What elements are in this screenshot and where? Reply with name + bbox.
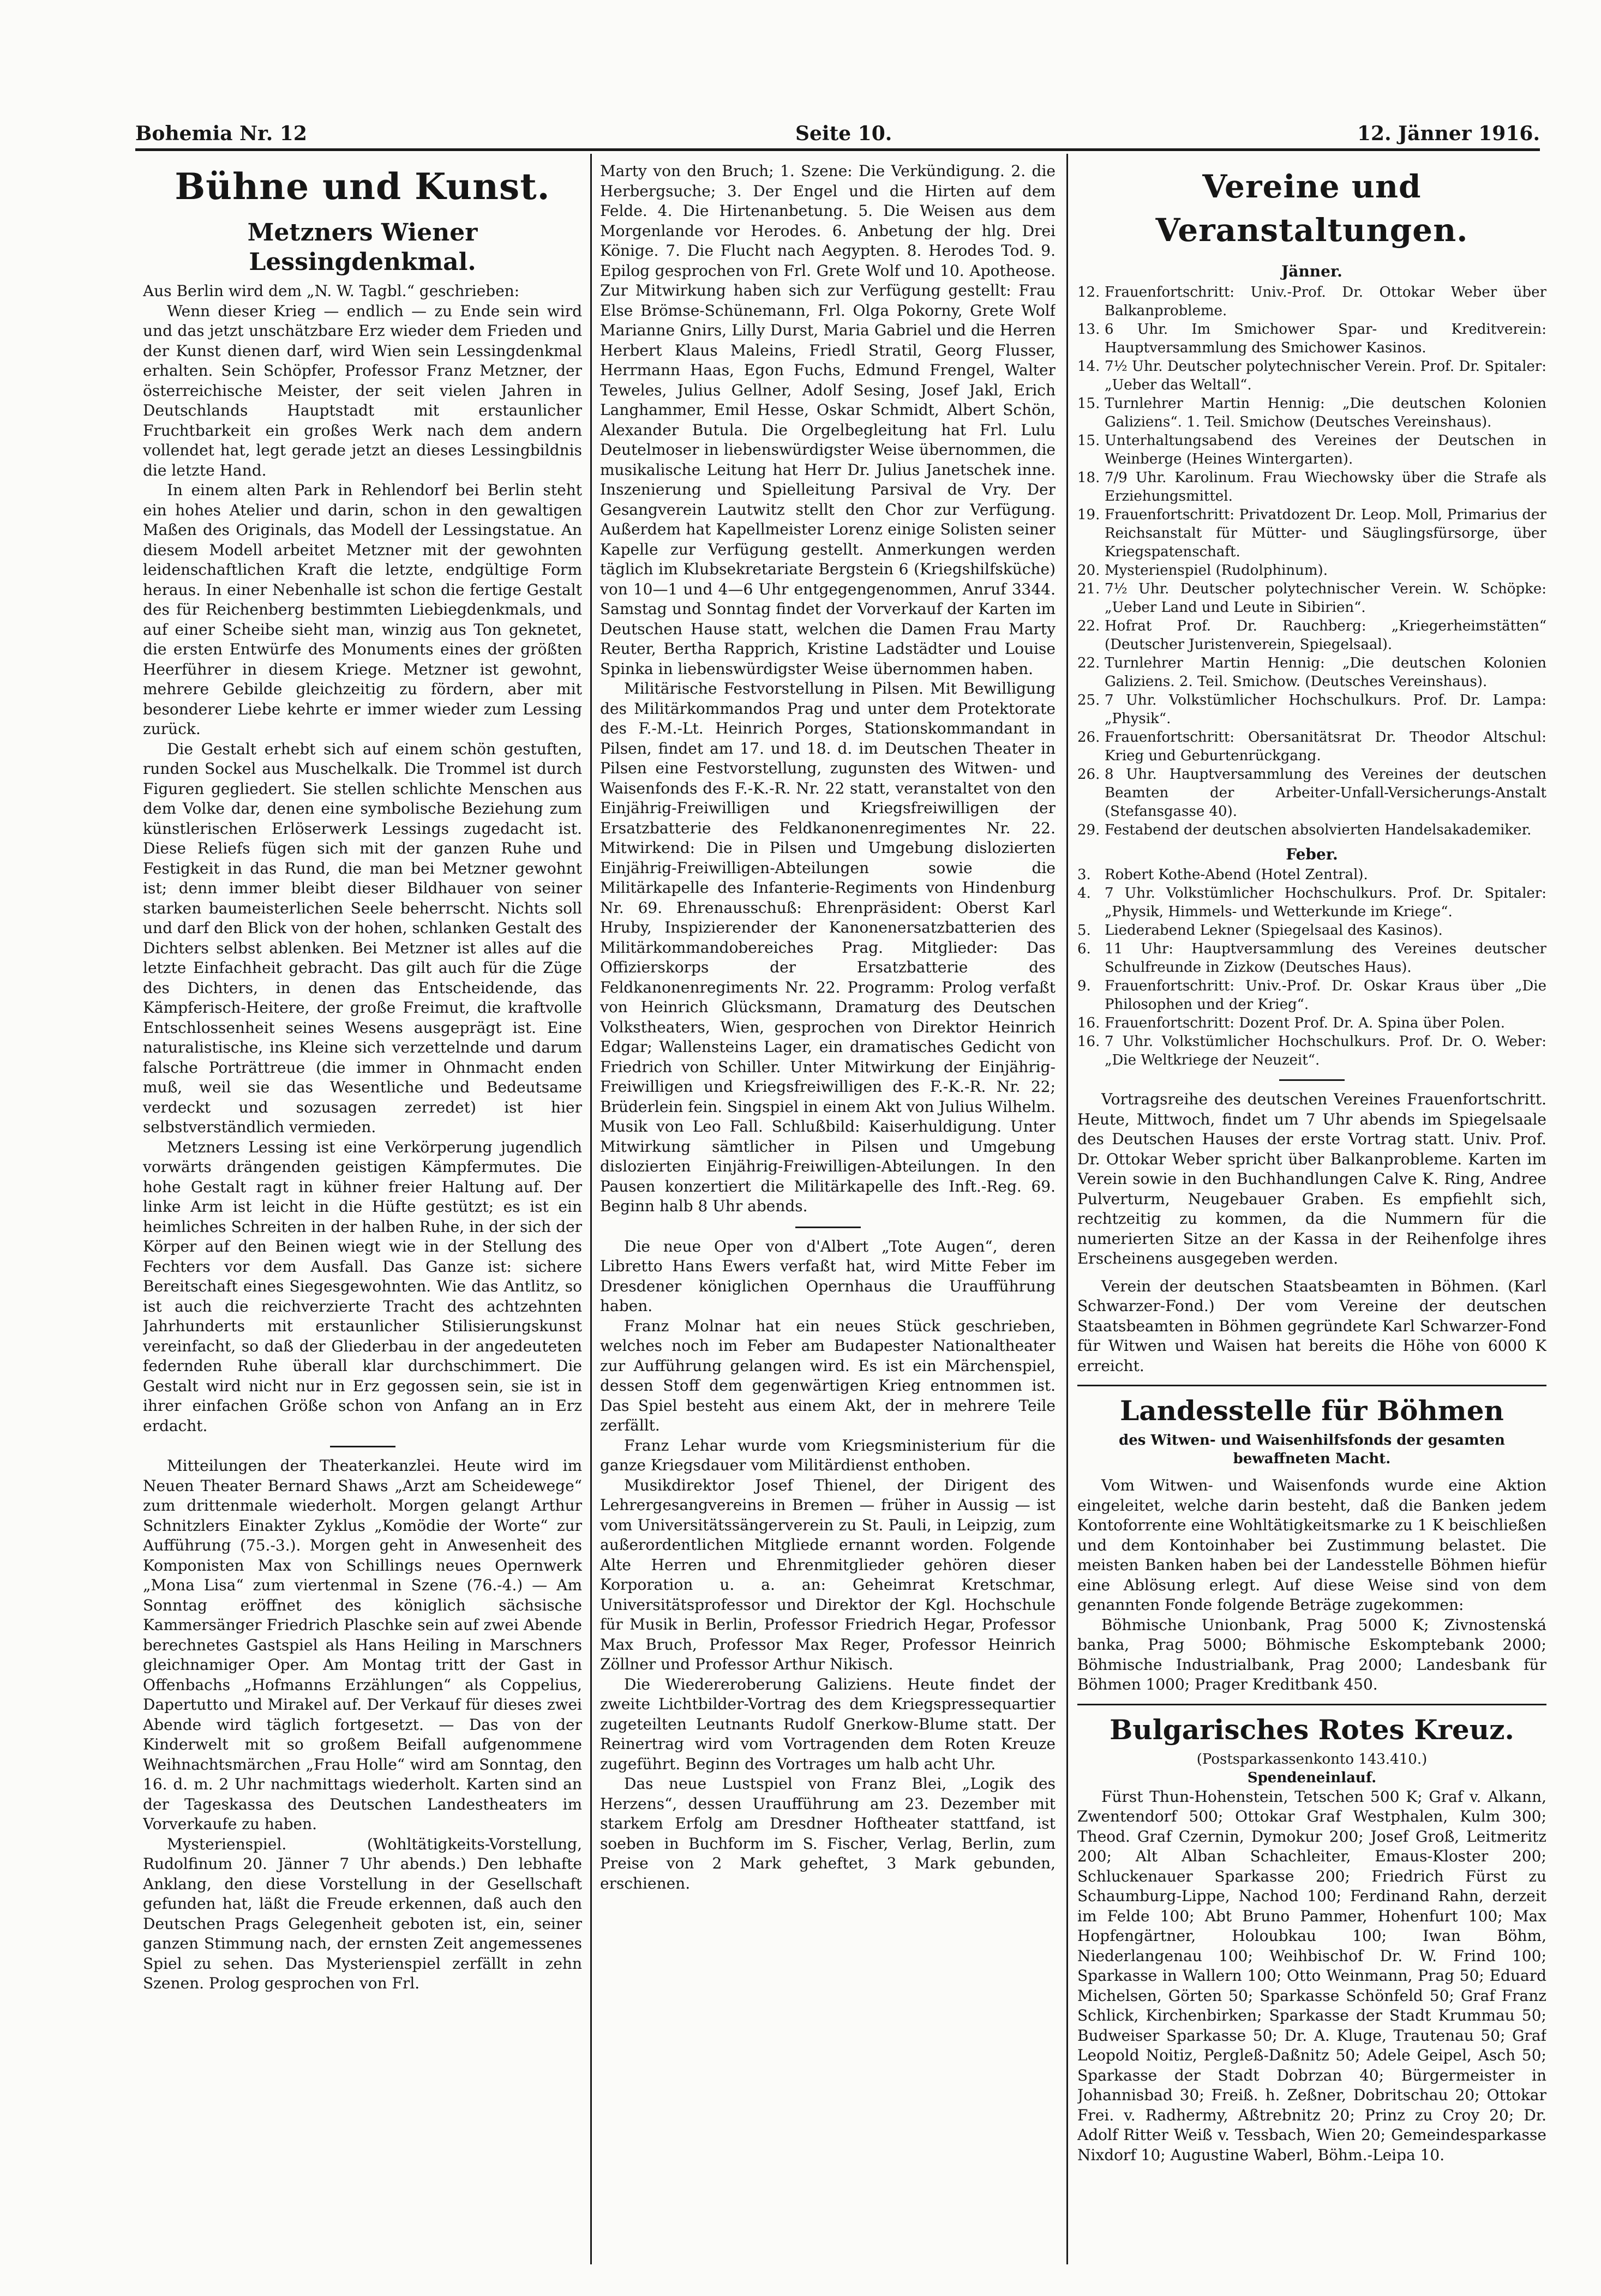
article-paragraph-frauenfortschritt: Vortragsreihe des deutschen Vereines Frauenfortschritt. Heute, Mittwoch, findet um 7 Uhr abends im Spiegelsaale des Deutschen Hauses der erste Vortrag statt. Univ. Prof. Dr. Ottokar Weber spricht über Balkanprobleme. Karten im Verein sowie in den Buchhandlungen Calve K. Ring, Andree Pulverturm, Neugebauer Graben. Es empfiehlt sich, rechtzeitig zu kommen, da die Nummern für die numerierten Sitze an der Kassa in der Reihenfolge ihres Erscheinens ausgegeben werden. bbox=[1077, 1090, 1546, 1267]
page-header bbox=[135, 115, 1540, 147]
section-separator bbox=[1279, 1079, 1345, 1081]
event-text: Frauenfortschritt: Univ.-Prof. Dr. Ottokar Weber über Balkanprobleme. bbox=[1105, 284, 1546, 319]
section-subtitle-spendeneinlauf: Spendeneinlauf. bbox=[1247, 1769, 1377, 1786]
header-page-number: Seite 10. bbox=[795, 122, 892, 145]
events-list-jaenner bbox=[1077, 283, 1546, 839]
event-text: 6 Uhr. Im Smichower Spar- und Kreditverein: Hauptversammlung des Smichower Kasinos. bbox=[1105, 321, 1546, 356]
event-item bbox=[1077, 394, 1546, 431]
event-date: 26. bbox=[1077, 729, 1100, 746]
event-item bbox=[1077, 580, 1546, 617]
month-label-jaenner: Jänner. bbox=[1281, 262, 1342, 280]
event-item bbox=[1077, 865, 1546, 884]
event-date: 14. bbox=[1077, 358, 1100, 375]
events-list-feber bbox=[1077, 865, 1546, 1069]
article-paragraph-molnar: Franz Molnar hat ein neues Stück geschrieben, welches noch im Feber am Budapester Nationaltheater zur Aufführung gelangen wird. Es ist ein Märchenspiel, dessen Stoff dem gegenwärtigen Krieg entnommen ist. Das Spiel besteht aus einem Akt, der in mehrere Teile zerfällt. bbox=[600, 1317, 1056, 1434]
event-text: 7 Uhr. Volkstümlicher Hochschulkurs. Prof. Dr. Lampa: „Physik“. bbox=[1105, 692, 1546, 727]
article-paragraph-blei: Das neue Lustspiel von Franz Blei, „Logik des Herzens“, dessen Uraufführung am 23. Dezember mit starkem Erfolg am Dresdner Hoftheater stattfand, ist soeben in Buchform im S. Fischer, Verlag, Berlin, zum Preise von 2 Mark geheftet, 3 Mark gebunden, erschienen. bbox=[600, 1775, 1056, 1892]
column-3 bbox=[1077, 161, 1546, 2263]
event-item bbox=[1077, 1014, 1546, 1032]
event-date: 12. bbox=[1077, 284, 1100, 300]
event-item bbox=[1077, 940, 1546, 977]
column-divider-1 bbox=[590, 154, 592, 2264]
event-text: Turnlehrer Martin Hennig: „Die deutschen Kolonien Galiziens. 2. Teil. Smichow. (Deutsches Vereinshaus). bbox=[1105, 654, 1546, 690]
section-title-buehne-und-kunst: Bühne und Kunst. bbox=[175, 165, 550, 208]
event-item bbox=[1077, 468, 1546, 506]
section-title-vereine: Vereine und Veranstaltungen. bbox=[1155, 168, 1468, 249]
article-paragraph-spenden: Fürst Thun-Hohenstein, Tetschen 500 K; Graf v. Alkann, Zwentendorf 500; Ottokar Graf Westphalen, Kulm 300; Theod. Graf Czernin, Dymokur 200; Josef Groß, Leitmeritz 200; Alt Alban Schachleiter, Emaus-Kloster 200; Schluckenauer Sparkasse 200; Friedrich Fürst zu Schaumburg-Lippe, Nachod 100; Ferdinand Rahn, derzeit im Felde 100; Abt Bruno Pammer, Hohenfurt 100; Max Hopfengärtner, Holoubkau 100; Iwan Böhm, Niederlangenau 100; Weihbischof Dr. W. Frind 100; Sparkasse in Wallern 100; Otto Weinmann, Prag 50; Eduard Michelsen, Görten 50; Sparkasse Schönfeld 50; Graf Franz Schlick, Kirchenbirken; Sparkasse der Stadt Krummau 50; Budweiser Sparkasse 50; Dr. A. Kluge, Trautenau 50; Graf Leopold Noitiz, Pergleß-Daßnitz 50; Adele Geipel, Asch 50; Sparkasse der Stadt Dobrzan 40; Bürgermeister in Johannisbad 30; Freiß. h. Zeßner, Dobritschau 20; Ottokar Frei. v. Radhermy, Aßtrebnitz 20; Prinz zu Croy 20; Dr. Adolf Ritter Weiß v. Tessbach, Wien 20; Gemeindesparkasse Nixdorf 10; Augustine Waberl, Böhm.-Leipa 10. bbox=[1077, 1787, 1546, 2164]
section-separator bbox=[1077, 1704, 1546, 1705]
article-paragraph-landesstelle: Vom Witwen- und Waisenfonds wurde eine Aktion eingeleitet, welche darin besteht, daß die Banken jedem Kontoforrente eine Wohltätigkeitsmarke zu 1 K beischließen und dem Kontoinhaber bei Zustimmung belastet. Die meisten Banken haben bei der Landesstelle Böhmen hiefür eine Ablösung erlegt. Auf diese Weise sind von dem genannten Fonde folgende Beträge zugekommen: bbox=[1077, 1476, 1546, 1614]
article-paragraph: Wenn dieser Krieg — endlich — zu Ende sein wird und das jetzt unschätzbare Erz wieder dem Frieden und der Kunst dienen darf, wird Wien sein Lessingdenkmal erhalten. Sein Schöpfer, Professor Franz Metzner, der österreichische Meister, der seit vielen Jahren in Deutschlands Hauptstadt mit erstaunlicher Fruchtbarkeit ein großes Werk nach dem andern vollendet hat, legt gerade jetzt an dieses Lessingbildnis die letzte Hand. bbox=[143, 302, 582, 479]
event-date: 15. bbox=[1077, 432, 1100, 449]
section-title-bulgarisches-rotes-kreuz: Bulgarisches Rotes Kreuz. bbox=[1110, 1713, 1514, 1746]
month-label-feber: Feber. bbox=[1286, 845, 1338, 863]
event-text: Festabend der deutschen absolvierten Handelsakademiker. bbox=[1105, 821, 1532, 838]
event-date: 16. bbox=[1077, 1033, 1100, 1050]
event-date: 5. bbox=[1077, 922, 1091, 939]
article-paragraph-mysterienspiel: Mysterienspiel. (Wohltätigkeits-Vorstellung, Rudolfinum 20. Jänner 7 Uhr abends.) Den lebhafte Anklang, den diese Vorstellung in der Gesellschaft gefunden hat, läßt die Freude erkennen, daß auch den Deutschen Prags Gelegenheit geboten ist, ein, seiner ganzen Stimmung nach, der ernsten Zeit angemessenes Spiel zu sehen. Das Mysterienspiel zerfällt in zehn Szenen. Prolog gesprochen von Frl. bbox=[143, 1835, 582, 1992]
article-paragraph-tote-augen: Die neue Oper von d'Albert „Tote Augen“, deren Libretto Hans Ewers verfaßt hat, wird Mitte Feber im Dresdener königlichen Opernhaus die Uraufführung haben. bbox=[600, 1237, 1056, 1315]
event-item bbox=[1077, 431, 1546, 468]
article-paragraph-mysterienspiel-cont: Marty von den Bruch; 1. Szene: Die Verkündigung. 2. die Herbergsuche; 3. Der Engel und die Hirten auf dem Felde. 4. Die Hirtenanbetung. 5. Die Weisen aus dem Morgenlande vor Herodes. 6. Anbetung der hlg. Drei Könige. 7. Die Flucht nach Aegypten. 8. Herodes Tod. 9. Epilog gesprochen von Frl. Grete Wolf und 10. Apotheose. Zur Mitwirkung haben sich zur Verfügung gestellt: Frau Else Brömse-Schünemann, Frl. Olga Pokorny, Grete Wolf Marianne Gnirs, Lilly Durst, Maria Gabriel und die Herren Herbert Klaus Maleins, Friedl Stratil, Georg Flusser, Herrmann Haas, Egon Fuchs, Edmund Frengel, Walter Teweles, Julius Gellner, Adolf Sesing, Josef Jakl, Erich Langhammer, Emil Hesse, Oskar Schmidt, Albert Schön, Alexander Butula. Die Orgelbegleitung hat Frl. Lulu Deutelmoser in liebenswürdigster Weise übernommen, die musikalische Leitung hat Herr Dr. Julius Janetschek inne. Inszenierung und Spielleitung Parsival de Vry. Der Gesangverein Lautwitz stellt den Chor zur Verfügung. Außerdem hat Kapellmeister Lorenz einige Solisten seiner Kapelle zur Verfügung gestellt. Anmerkungen werden täglich im Klubsekretariate Bergstein 6 (Kriegshilfsküche) von 10—1 und 4—6 Uhr entgegengenommen, Anruf 3344. Samstag und Sonntag findet der Vorverkauf der Karten im Deutschen Hause statt, welchen die Damen Frau Marty Reuter, Bertha Rapprich, Kristine Ladstädter und Louise Spinka in liebenswürdigster Weise übernommen haben. bbox=[600, 162, 1056, 678]
article-paragraph: In einem alten Park in Rehlendorf bei Berlin steht ein hohes Atelier und darin, schon in den gewaltigen Maßen des Originals, das Modell der Lessingstatue. An diesem Modell arbeitet Metzner mit der gewohnten leidenschaftlichen Kraft die letzte, endgültige Form heraus. In einer Nebenhalle ist schon die fertige Gestalt des für Reichenberg bestimmten Liebiegdenkmals, und auf einer Scheibe sieht man, winzig aus Ton geknetet, die ersten Entwürfe des Monuments eines der größten Heerführer in diesem Kriege. Metzner ist gewohnt, mehrere Gebilde gleichzeitig zu fördern, aber mit besonderer Liebe kehrte er immer wieder zum Lessing zurück. bbox=[143, 481, 582, 738]
event-text: Unterhaltungsabend des Vereines der Deutschen in Weinberge (Heines Wintergarten). bbox=[1105, 432, 1546, 467]
event-date: 21. bbox=[1077, 580, 1100, 597]
event-text: Mysterienspiel (Rudolphinum). bbox=[1105, 562, 1328, 579]
event-item bbox=[1077, 765, 1546, 821]
event-text: Turnlehrer Martin Hennig: „Die deutschen Kolonien Galiziens“. 1. Teil. Smichow (Deutsches Vereinshaus). bbox=[1105, 395, 1546, 430]
event-date: 13. bbox=[1077, 321, 1100, 338]
event-item bbox=[1077, 691, 1546, 728]
section-separator bbox=[795, 1227, 861, 1228]
column-divider-2 bbox=[1066, 154, 1068, 2264]
article-paragraph-staatsbeamte: Verein der deutschen Staatsbeamten in Böhmen. (Karl Schwarzer-Fond.) Der vom Vereine der deutschen Staatsbeamten in Böhmen gegründete Karl Schwarzer-Fond für Witwen und Waisen hat bereits die Höhe von 6000 K erreicht. bbox=[1077, 1277, 1546, 1375]
header-rule bbox=[135, 148, 1540, 151]
header-newspaper-issue: Bohemia Nr. 12 bbox=[135, 122, 307, 145]
section-separator bbox=[330, 1446, 395, 1447]
event-date: 18. bbox=[1077, 469, 1100, 486]
event-item bbox=[1077, 821, 1546, 839]
event-item bbox=[1077, 320, 1546, 357]
event-date: 22. bbox=[1077, 654, 1100, 671]
event-item bbox=[1077, 654, 1546, 691]
article-paragraph-thienel: Musikdirektor Josef Thienel, der Dirigent des Lehrergesangvereins in Bremen — früher in Aussig — ist vom Universitätssängerverein zu St. Pauli, in Leipzig, zum außerordentlichen Mitgliede ernannt worden. Folgende Alte Herren und Ehrenmitglieder gehören dieser Korporation u. a. an: Geheimrat Kretschmar, Universitätsprofessor und Direktor der Kgl. Hochschule für Musik in Berlin, Professor Friedrich Hegar, Professor Max Bruch, Professor Max Reger, Professor Heinrich Zöllner und Professor Arthur Nikisch. bbox=[600, 1476, 1056, 1673]
column-2 bbox=[600, 161, 1056, 2263]
event-date: 22. bbox=[1077, 617, 1100, 634]
event-date: 19. bbox=[1077, 506, 1100, 523]
article-paragraph: Aus Berlin wird dem „N. W. Tagbl.“ geschrieben: bbox=[143, 282, 520, 300]
event-text: Frauenfortschritt: Obersanitätsrat Dr. Theodor Altschul: Krieg und Geburtenrückgang. bbox=[1105, 729, 1546, 764]
article-paragraph-banken: Böhmische Unionbank, Prag 5000 K; Zivnostenská banka, Prag 5000; Böhmische Eskomptebank 2000; Böhmische Industrialbank, Prag 2000; Landesbank für Böhmen 1000; Prager Kreditbank 450. bbox=[1077, 1615, 1546, 1693]
article-paragraph-lehar: Franz Lehar wurde vom Kriegsministerium für die ganze Kriegsdauer vom Militärdienst enthoben. bbox=[600, 1436, 1056, 1474]
event-text: Liederabend Lekner (Spiegelsaal des Kasinos). bbox=[1105, 922, 1443, 939]
event-date: 20. bbox=[1077, 562, 1100, 579]
section-subtitle-postsparkasse: (Postsparkassenkonto 143.410.) bbox=[1196, 1751, 1428, 1768]
event-item bbox=[1077, 357, 1546, 394]
event-item bbox=[1077, 921, 1546, 940]
event-text: 7½ Uhr. Deutscher polytechnischer Verein. W. Schöpke: „Ueber Land und Leute in Sibirien“. bbox=[1105, 580, 1546, 616]
header-date: 12. Jänner 1916. bbox=[1357, 122, 1540, 145]
article-title-lessingdenkmal: Metzners Wiener Lessingdenkmal. bbox=[247, 219, 478, 276]
event-text: 7 Uhr. Volkstümlicher Hochschulkurs. Prof. Dr. Spitaler: „Physik, Himmels- und Wetterkunde im Kriege“. bbox=[1105, 885, 1546, 920]
event-item bbox=[1077, 561, 1546, 580]
event-text: Hofrat Prof. Dr. Rauchberg: „Kriegerheimstätten“ (Deutscher Juristenverein, Spiegelsaal). bbox=[1105, 617, 1546, 653]
article-paragraph-festvorstellung-pilsen: Militärische Festvorstellung in Pilsen. Mit Bewilligung des Militärkommandos Prag und unter dem Protektorate des F.-M.-Lt. Heinrich Porges, Stationskommandant in Pilsen, findet am 17. und 18. d. im Deutschen Theater in Pilsen eine Festvorstellung, zugunsten des Witwen- und Waisenfonds des F.-K.-R. Nr. 22 statt, veranstaltet von den Einjährig-Freiwilligen und Kriegsfreiwilligen der Ersatzbatterie des Feldkanonenregimentes Nr. 22. Mitwirkend: Die in Pilsen und Umgebung dislozierten Einjährig-Freiwilligen-Abteilungen sowie die Militärkapelle des Infanterie-Regiments von Hindenburg Nr. 69. Ehrenausschuß: Ehrenpräsident: Oberst Karl Hruby, Inspizierender der Kanonenersatzbatterien des Militärkommandobereiches Prag. Mitglieder: Das Offizierskorps der Ersatzbatterie des Feldkanonenregiments Nr. 22. Programm: Prolog verfaßt von Heinrich Glücksmann, Dramaturg des Deutschen Volkstheaters, Wien, gesprochen von Direktor Heinrich Edgar; Wallensteins Lager, ein dramatisches Gedicht von Friedrich von Schiller. Unter Mitwirkung der Einjährig-Freiwilligen und Kriegsfreiwilligen des F.-K.-R. Nr. 22; Brüderlein fein. Singspiel in einem Akt von Julius Wilhelm. Musik von Leo Fall. Schlußbild: Kaiserhuldigung. Unter Mitwirkung sämtlicher in Pilsen und Umgebung dislozierten Einjährig-Freiwilligen-Abteilungen. In den Pausen konzertiert die Militärkapelle des Inft.-Reg. 69. Beginn halb 8 Uhr abends. bbox=[600, 680, 1056, 1215]
event-item bbox=[1077, 617, 1546, 654]
event-date: 15. bbox=[1077, 395, 1100, 412]
event-item bbox=[1077, 506, 1546, 561]
event-date: 16. bbox=[1077, 1015, 1100, 1031]
article-paragraph: Die Gestalt erhebt sich auf einem schön gestuften, runden Sockel aus Muschelkalk. Die Trommel ist durch Figuren gegliedert. Sie stellen schlichte Menschen aus dem Volke dar, denen eine symbolische Beziehung zum künstlerischen Erlöserwerk Lessings zugedacht ist. Diese Reliefs fügen sich mit der ganzen Ruhe und Festigkeit in das Rund, die man bei Metzner gewohnt ist; denn immer bleibt dieser Bildhauer von seiner starken baumeisterlichen Seele beherrscht. Nichts soll und darf den Blick von der hohen, schlanken Gestalt des Dichters selbst ablenken. Bei Metzner ist alles auf die letzte Einfachheit gebracht. Das gilt auch für die Züge des Dichters, in denen das Entscheidende, das Kämpferisch-Heitere, der große Freimut, die kraftvolle Entschlossenheit seines Wesens ausgeprägt ist. Eine naturalistische, ins Kleine sich verzettelnde und darum falsche Porträttreue (die immer in Ohnmacht enden muß, weil sie das Wesentliche und Bedeutsame verdeckt und sozusagen zerredet) ist hier selbstverständlich vermieden. bbox=[143, 740, 582, 1136]
section-subtitle-landesstelle: des Witwen- und Waisenhilfsfonds der gesamten bewaffneten Macht. bbox=[1119, 1432, 1505, 1467]
event-text: 7½ Uhr. Deutscher polytechnischer Verein. Prof. Dr. Spitaler: „Ueber das Weltall“. bbox=[1105, 358, 1546, 393]
event-text: 11 Uhr: Hauptversammlung des Vereines deutscher Schulfreunde in Zizkow (Deutsches Haus). bbox=[1105, 941, 1546, 976]
event-text: Frauenfortschritt: Univ.-Prof. Dr. Oskar Kraus über „Die Philosophen und der Krieg“. bbox=[1105, 978, 1546, 1013]
section-separator bbox=[1077, 1385, 1546, 1386]
event-item bbox=[1077, 283, 1546, 320]
event-item bbox=[1077, 1032, 1546, 1069]
event-item bbox=[1077, 728, 1546, 765]
event-date: 26. bbox=[1077, 766, 1100, 783]
event-text: 8 Uhr. Hauptversammlung des Vereines der deutschen Beamten der Arbeiter-Unfall-Versicherungs-Anstalt (Stefansgasse 40). bbox=[1105, 766, 1546, 820]
event-text: Frauenfortschritt: Privatdozent Dr. Leop. Moll, Primarius der Reichsanstalt für Mütter- und Säuglingsfürsorge, über Kriegspatenschaft. bbox=[1105, 506, 1546, 560]
event-text: 7/9 Uhr. Karolinum. Frau Wiechowsky über die Strafe als Erziehungsmittel. bbox=[1105, 469, 1546, 504]
article-paragraph: Metzners Lessing ist eine Verkörperung jugendlich vorwärts drängenden geistigen Kämpfermutes. Die hohe Gestalt ragt in kühner freier Haltung auf. Der linke Arm ist leicht in die Hüfte gestützt; es ist ein heimliches Schreiten in der halben Ruhe, in der sich der Körper auf den Beinen wiegt wie in der Stellung des Fechters vor dem Ausfall. Das Ganze ist: sichere Bereitschaft eines Siegesgewohnten. Wie das Antlitz, so ist auch die reichverzierte Tracht des achtzehnten Jahrhunderts mit erstaunlicher Stilisierungskunst vereinfacht, so daß der Gliederbau in der angedeuteten federnden Ruhe überall klar durchschimmert. Die Gestalt wird nicht nur in Erz gegossen sein, sie ist in ihrer einfachen Größe schon von Anfang an in Erz erdacht. bbox=[143, 1138, 582, 1435]
event-date: 4. bbox=[1077, 885, 1091, 901]
event-date: 29. bbox=[1077, 821, 1100, 838]
event-date: 25. bbox=[1077, 692, 1100, 708]
article-paragraph-theaterkanzlei: Mitteilungen der Theaterkanzlei. Heute wird im Neuen Theater Bernard Shaws „Arzt am Scheidewege“ zum drittenmale wiederholt. Morgen gelangt Arthur Schnitzlers Einakter Zyklus „Komödie der Worte“ zur Aufführung (75.-3.). Morgen geht in Anwesenheit des Komponisten Max von Schillings neues Opernwerk „Mona Lisa“ zum viertenmal in Szene (76.-4.) — Am Sonntag eröffnet des königlich sächsische Kammersänger Friedrich Plaschke sein auf zwei Abende berechnetes Gastspiel als Hans Heiling in Marschners gleichnamiger Oper. Am Montag tritt der Gast in Offenbachs „Hofmanns Erzählungen“ als Coppelius, Dapertutto und Mirakel auf. Der Verkauf für dieses zwei Abende wird täglich fortgesetzt. — Das von der Kinderwelt mit so großem Beifall aufgenommene Weihnachtsmärchen „Frau Holle“ wird am Sonntag, den 16. d. m. 2 Uhr nachmittags wiederholt. Karten sind an der Tageskassa des Deutschen Landestheaters im Vorverkaufe zu haben. bbox=[143, 1457, 582, 1833]
event-text: Frauenfortschritt: Dozent Prof. Dr. A. Spina über Polen. bbox=[1105, 1015, 1505, 1031]
event-text: Robert Kothe-Abend (Hotel Zentral). bbox=[1105, 867, 1368, 883]
event-date: 6. bbox=[1077, 941, 1091, 957]
column-1 bbox=[143, 161, 582, 2263]
event-text: 7 Uhr. Volkstümlicher Hochschulkurs. Prof. Dr. O. Weber: „Die Weltkriege der Neuzeit“. bbox=[1105, 1033, 1546, 1068]
event-date: 9. bbox=[1077, 978, 1091, 994]
event-date: 3. bbox=[1077, 867, 1091, 883]
article-paragraph-galizien: Die Wiedereroberung Galiziens. Heute findet der zweite Lichtbilder-Vortrag des dem Kriegspressequartier zugeteilten Leutnants Rudolf Gnerkow-Blume statt. Der Reinertrag wird vom Vortragenden dem Roten Kreuze zugeführt. Beginn des Vortrages um halb acht Uhr. bbox=[600, 1675, 1056, 1773]
section-title-landesstelle: Landesstelle für Böhmen bbox=[1120, 1395, 1504, 1427]
event-item bbox=[1077, 884, 1546, 921]
event-item bbox=[1077, 977, 1546, 1014]
